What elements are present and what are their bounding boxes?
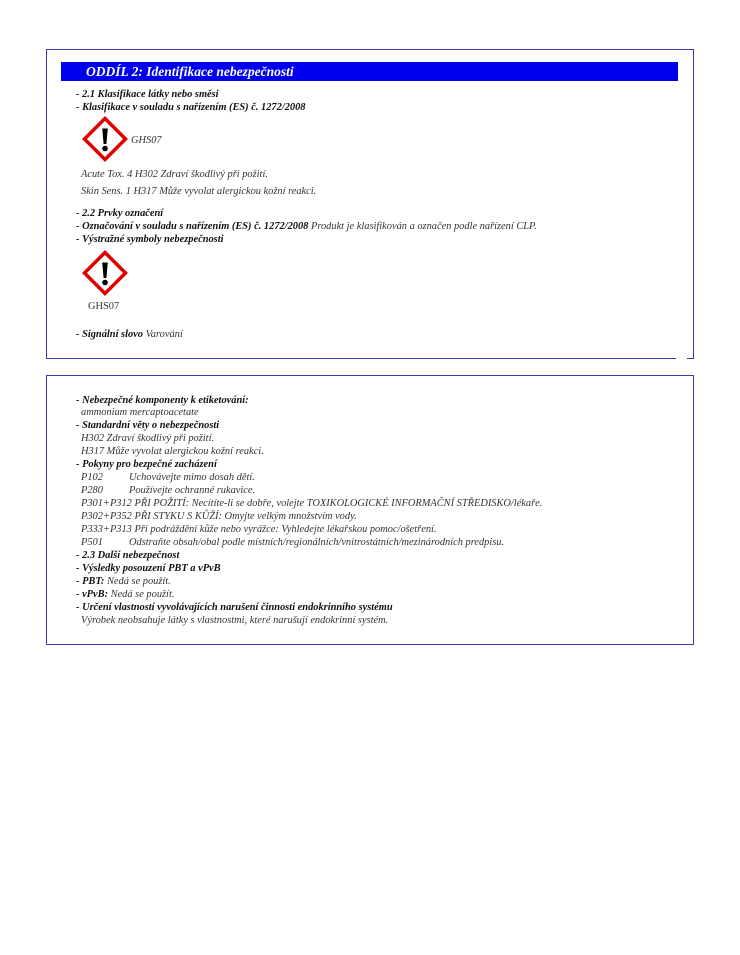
- p-statement: P280 Používejte ochranné rukavice.: [81, 485, 256, 496]
- pictograms-heading: - Výstražné symboly nebezpečnosti: [76, 234, 224, 245]
- p-statements-heading: - Pokyny pro bezpečné zacházení: [76, 459, 217, 470]
- classification-heading: - Klasifikace v souladu s nařízením (ES) č. 1272/2008: [76, 102, 306, 113]
- endocrine-heading: - Určení vlastností vyvolávajících narušení činnosti endokrinního systému: [76, 602, 393, 613]
- section-title: ODDÍL 2: Identifikace nebezpečnosti: [61, 62, 678, 81]
- hazard-class-skin-sens: Skin Sens. 1 H317 Může vyvolat alergickou kožní reakci.: [81, 186, 317, 197]
- heading-2-1: - 2.1 Klasifikace látky nebo směsi: [76, 89, 219, 100]
- p-statement: P501 Odstraňte obsah/obal podle místních/regionálních/vnitrostátních/mezinárodních predpisu.: [81, 537, 505, 548]
- components-heading: - Nebezpečné komponenty k etiketování:: [76, 395, 249, 406]
- pbt-assessment-heading: - Výsledky posouzení PBT a vPvB: [76, 563, 221, 574]
- h-statement: H317 Může vyvolat alergickou kožní reakci.: [81, 446, 264, 457]
- h-statements-heading: - Standardní věty o nebezpečnosti: [76, 420, 220, 431]
- vpvb-line: - vPvB: Nedá se použít.: [76, 589, 175, 600]
- h-statement: H302 Zdraví škodlivý při požití.: [81, 433, 215, 444]
- ghs07-exclamation-icon: [82, 250, 128, 296]
- ghs-label-2: GHS07: [88, 301, 120, 312]
- labelling-line: - Označování v souladu s nařízením (ES) č. 1272/2008 Produkt je klasifikován a označen podle nařízení CLP.: [76, 221, 537, 232]
- p-statement: P301+P312 PŘI POŽITÍ: Necítíte-li se dobře, volejte TOXIKOLOGICKÉ INFORMAČNÍ STŘEDISKO/lékaře.: [81, 498, 543, 509]
- frame-gap: [676, 356, 687, 362]
- heading-2-3: - 2.3 Další nebezpečnost: [76, 550, 180, 561]
- pbt-line: - PBT: Nedá se použít.: [76, 576, 171, 587]
- p-statement: P302+P352 PŘI STYKU S KŮŽÍ: Omyjte velkým množstvím vody.: [81, 511, 357, 522]
- endocrine-text: Výrobek neobsahuje látky s vlastnostmi, které narušují endokrinní systém.: [81, 615, 389, 626]
- signal-word-line: - Signální slovo Varování: [76, 329, 183, 340]
- heading-2-2: - 2.2 Prvky označení: [76, 208, 164, 219]
- ghs-label-1: GHS07: [131, 135, 162, 146]
- hazard-class-acute-tox: Acute Tox. 4 H302 Zdraví škodlivý při požití.: [81, 169, 268, 180]
- component-name: ammonium mercaptoacetate: [81, 407, 199, 418]
- p-statement: P102 Uchovávejte mimo dosah dětí.: [81, 472, 255, 483]
- p-statement: P333+P313 Při podráždění kůže nebo vyrážce: Vyhledejte lékařskou pomoc/ošetření.: [81, 524, 437, 535]
- ghs07-exclamation-icon: [82, 116, 128, 162]
